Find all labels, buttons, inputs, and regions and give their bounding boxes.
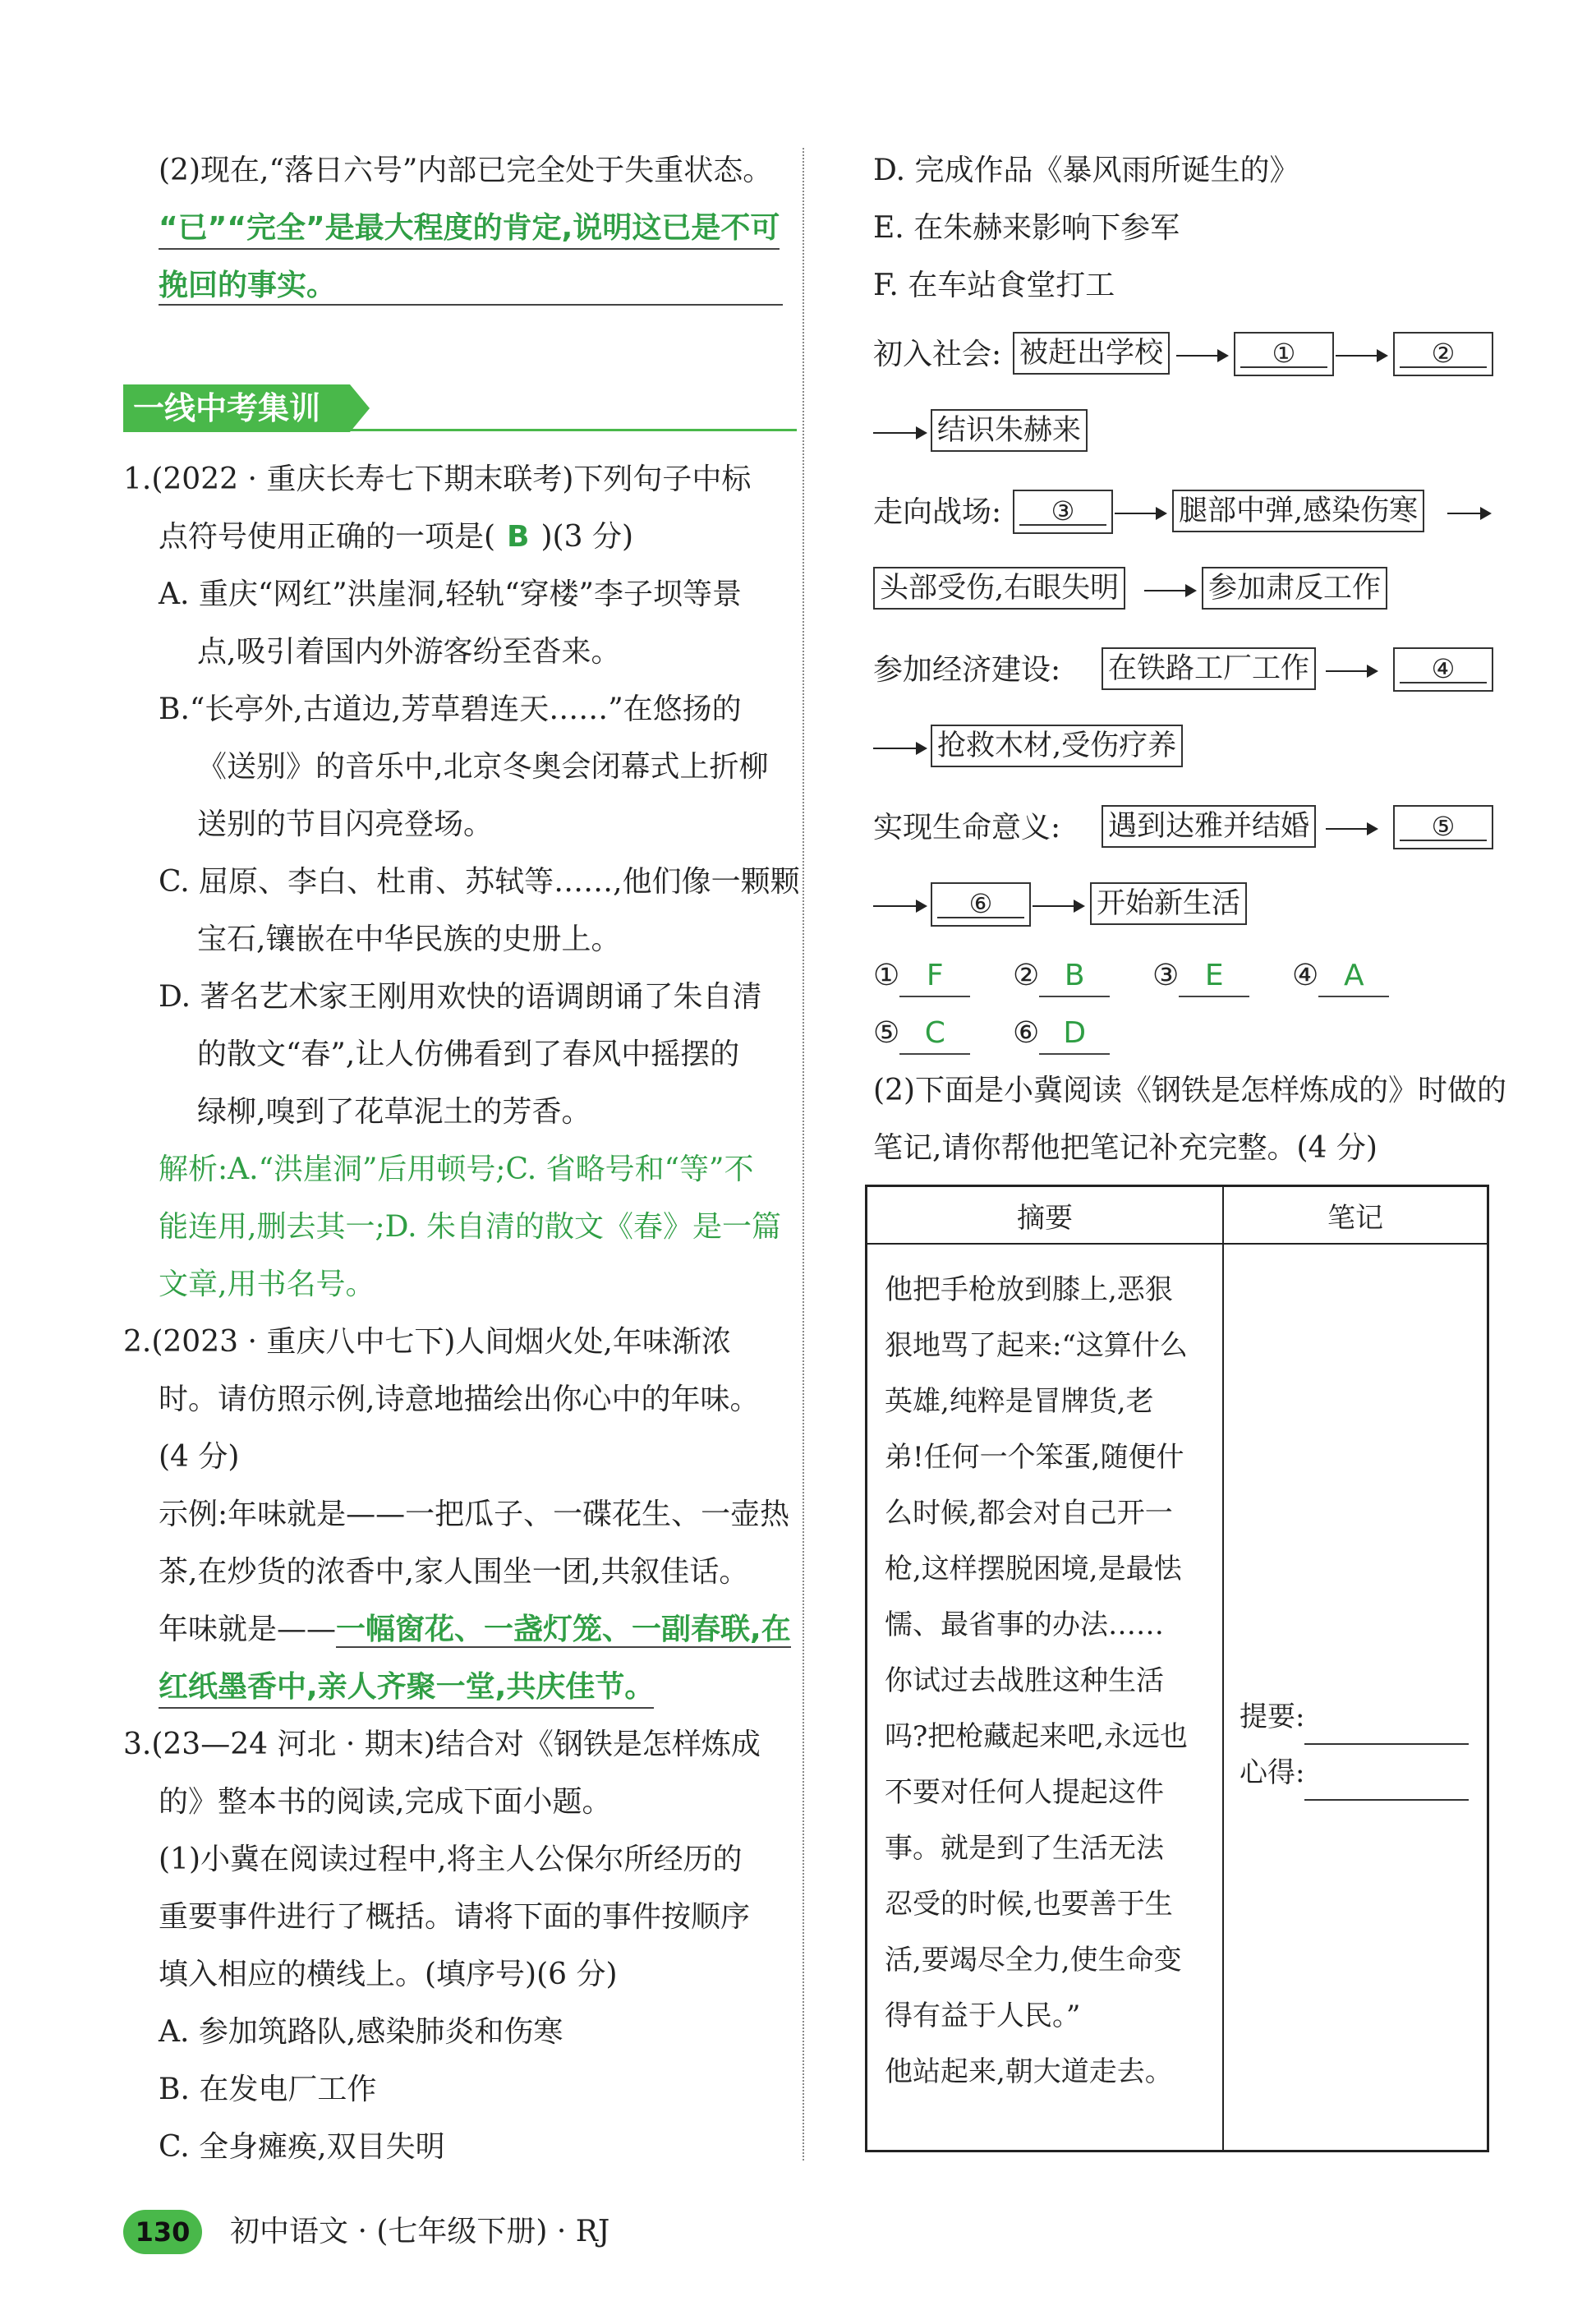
arrow-icon (1336, 355, 1387, 357)
q1-option-b-line3: 送别的节目闪亮登场。 (197, 808, 494, 841)
notes-cell (1223, 1244, 1488, 2151)
summary-text: 他把手枪放到膝上,恶狠狠地骂了起来:“这算什么英雄,纯粹是冒牌货,老弟!任何一个笨蛋,随便什么时候,都会对自己开一枪,这样摆脱困境,是最怯懦、最省事的办法……你试过去战胜这种生活吗?把枪藏起来吧,永远也不要对任何人提起这件事。就是到了生活无法忍受的时候,也要善于生活,要竭尽全力,使生命变得有益于人民。” (885, 1273, 1189, 2032)
q1-option-a-line2: 点,吸引着国内外游客纷至沓来。 (197, 635, 621, 669)
q1-explanation-line2: 能连用,删去其一;D. 朱自清的散文《春》是一篇 (159, 1210, 782, 1244)
q2-answer-prefix: 年味就是—— (159, 1613, 337, 1646)
flow-blank-2[interactable]: ② (1393, 332, 1493, 376)
flow-label-economy: 参加经济建设: (873, 653, 1061, 687)
q3-stem-line2: 的》整本书的阅读,完成下面小题。 (159, 1785, 612, 1819)
flow-blank-3[interactable]: ③ (1013, 490, 1113, 534)
answer-4: ④ A (1292, 956, 1389, 997)
q3-stem-line1: 3.(23—24 河北 · 期末)结合对《钢铁是怎样炼成 (123, 1728, 761, 1761)
arrow-icon (1176, 355, 1227, 357)
summary-text-2: 他站起来,朝大道走去。 (885, 2055, 1173, 2088)
q1-stem-line2 (159, 518, 633, 557)
q1-stem-text: 点符号使用正确的一项是( (159, 520, 496, 554)
flow-box-cheka: 参加肃反工作 (1202, 567, 1387, 610)
flow-box-leg-wound: 腿部中弹,感染伤寒 (1172, 490, 1424, 532)
page-number: 130 (123, 2210, 202, 2254)
summary-cell (867, 1244, 1224, 2151)
flow-box-meet-zhukhrai: 结识朱赫来 (931, 409, 1088, 452)
q1-option-a-line1: A. 重庆“网红”洪崖洞,轻轨“穿楼”李子坝等景 (159, 578, 742, 611)
table-header-summary: 摘要 (867, 1186, 1224, 1245)
q1-option-c-line2: 宝石,镶嵌在中华民族的史册上。 (197, 923, 621, 956)
column-divider (803, 148, 804, 2161)
q-part2-answer-line2: 挽回的事实。 (159, 269, 337, 302)
q1-stem-line1: 1.(2022 · 重庆长寿七下期末联考)下列句子中标 (123, 462, 752, 496)
q1-score: )(3 分) (540, 520, 633, 554)
q-part2-line1: (2)现在,“落日六号”内部已完全处于失重状态。 (159, 154, 773, 187)
note-reflection-field[interactable]: 心得: (1240, 1745, 1486, 1801)
answer-3: ③ E (1152, 956, 1249, 997)
flow-label-society: 初入社会: (873, 338, 1002, 371)
arrow-icon (873, 432, 926, 434)
flow-blank-5[interactable]: ⑤ (1393, 805, 1493, 849)
q2-answer-line1 (159, 1610, 791, 1650)
reading-notes-table (865, 1185, 1489, 2152)
q2-example-line2: 茶,在炒货的浓香中,家人围坐一团,共叙佳话。 (159, 1555, 749, 1589)
flow-box-new-life: 开始新生活 (1090, 882, 1247, 925)
arrow-icon (1033, 905, 1083, 907)
q3-event-a: A. 参加筑路队,感染肺炎和伤寒 (159, 2015, 563, 2049)
flow-box-marry-taya: 遇到达雅并结婚 (1102, 805, 1316, 848)
flow-box-railway-factory: 在铁路工厂工作 (1102, 647, 1316, 690)
arrow-icon (873, 748, 926, 749)
note-summary-field[interactable]: 提要: (1240, 1689, 1486, 1745)
section-banner-title: 一线中考集训 (133, 390, 321, 426)
q3-sub1-line1: (1)小冀在阅读过程中,将主人公保尔所经历的 (159, 1843, 743, 1876)
answer-6: ⑥ D (1013, 1014, 1110, 1055)
flow-label-life-meaning: 实现生命意义: (873, 811, 1061, 844)
q1-option-d-line2: 的散文“春”,让人仿佛看到了春风中摇摆的 (197, 1038, 740, 1071)
q2-answer-line2: 红纸墨香中,亲人齐聚一堂,共庆佳节。 (159, 1668, 654, 1709)
answer-line (159, 304, 783, 306)
q3-event-e: E. 在朱赫来影响下参军 (873, 211, 1180, 245)
arrow-icon (1326, 670, 1377, 672)
answer-1: ① F (873, 956, 970, 997)
q3-event-f: F. 在车站食堂打工 (873, 269, 1115, 302)
q3-event-c: C. 全身瘫痪,双目失明 (159, 2130, 445, 2164)
q3-event-d: D. 完成作品《暴风雨所诞生的》 (873, 154, 1299, 187)
flow-box-rescue-timber: 抢救木材,受伤疗养 (931, 725, 1183, 767)
q2-stem-line2: 时。请仿照示例,诗意地描绘出你心中的年味。 (159, 1383, 760, 1416)
q3-sub1-line3: 填入相应的横线上。(填序号)(6 分) (159, 1958, 618, 1991)
arrow-icon (1115, 513, 1166, 514)
q1-option-b-line2: 《送别》的音乐中,北京冬奥会闭幕式上折柳 (197, 750, 769, 784)
answer-2: ② B (1013, 956, 1110, 997)
q2-answer-text1: 一幅窗花、一盏灯笼、一副春联,在 (336, 1613, 791, 1646)
q3-sub1-line2: 重要事件进行了概括。请将下面的事件按顺序 (159, 1900, 751, 1934)
flow-blank-6[interactable]: ⑥ (931, 882, 1031, 927)
q1-option-d-line3: 绿柳,嗅到了花草泥土的芳香。 (197, 1095, 591, 1129)
flow-blank-1[interactable]: ① (1234, 332, 1334, 376)
flow-box-expelled: 被赶出学校 (1013, 332, 1170, 375)
answer-5: ⑤ C (873, 1014, 970, 1055)
q2-example-line1: 示例:年味就是——一把瓜子、一碟花生、一壶热 (159, 1498, 790, 1531)
q2-stem-line3: (4 分) (159, 1440, 240, 1474)
arrow-icon (873, 905, 926, 907)
arrow-icon (1447, 513, 1490, 514)
q-part2-answer-line1: “已”“完全”是最大程度的肯定,说明这已是不可 (159, 209, 780, 250)
q1-explanation-line1: 解析:A.“洪崖洞”后用顿号;C. 省略号和“等”不 (159, 1153, 754, 1186)
flow-label-battle: 走向战场: (873, 495, 1002, 529)
table-header-notes: 笔记 (1223, 1186, 1488, 1245)
arrow-icon (1326, 828, 1377, 830)
q2-stem-line1: 2.(2023 · 重庆八中七下)人间烟火处,年味渐浓 (123, 1325, 731, 1359)
q1-option-c-line1: C. 屈原、李白、杜甫、苏轼等……,他们像一颗颗 (159, 865, 800, 899)
q3-event-b: B. 在发电厂工作 (159, 2073, 377, 2106)
flow-blank-4[interactable]: ④ (1393, 647, 1493, 692)
q3-sub2-line1: (2)下面是小冀阅读《钢铁是怎样炼成的》时做的 (873, 1074, 1506, 1107)
q3-sub2-line2: 笔记,请你帮他把笔记补充完整。(4 分) (873, 1131, 1378, 1165)
arrow-icon (1144, 590, 1195, 591)
q1-explanation-line3: 文章,用书名号。 (159, 1268, 375, 1301)
q1-option-d-line1: D. 著名艺术家王刚用欢快的语调朗诵了朱自清 (159, 980, 762, 1014)
q1-option-b-line1: B.“长亭外,古道边,芳草碧连天……”在悠扬的 (159, 693, 742, 726)
q1-answer: B (507, 520, 530, 554)
flow-box-head-wound: 头部受伤,右眼失明 (873, 567, 1125, 610)
book-title: 初中语文 · (七年级下册) · RJ (230, 2215, 610, 2248)
